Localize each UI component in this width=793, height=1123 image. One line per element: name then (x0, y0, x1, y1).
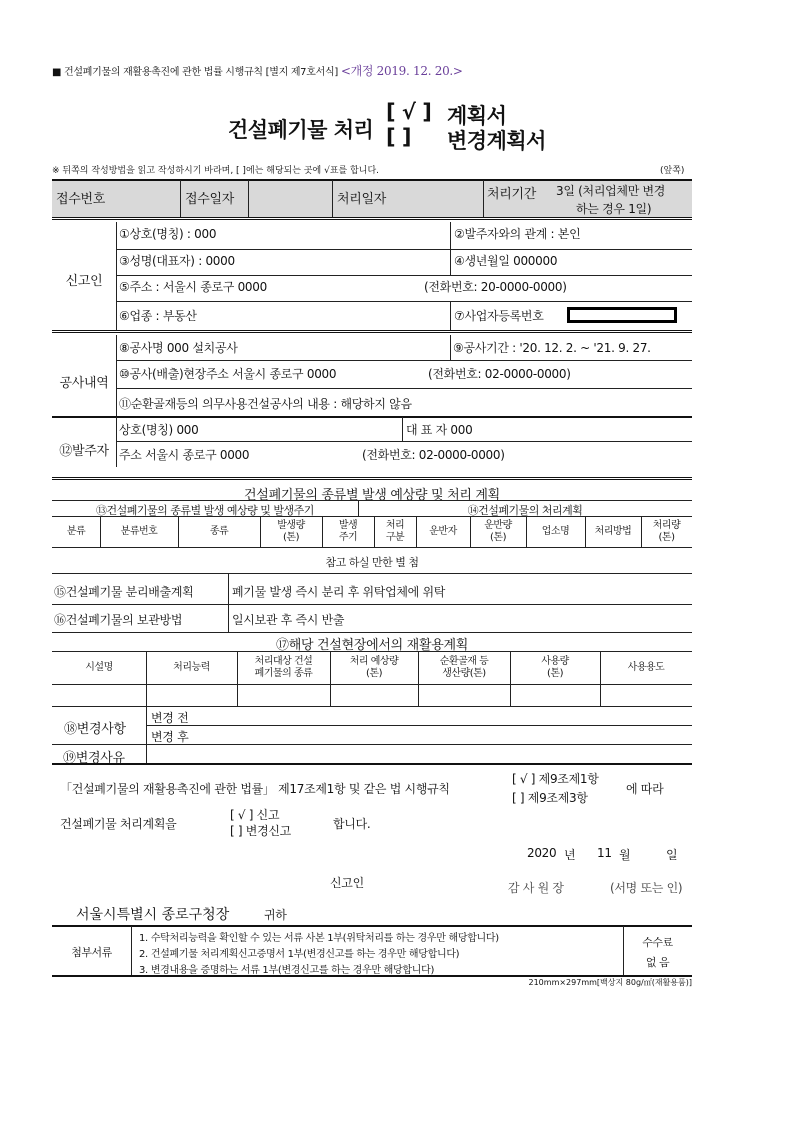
construction-period: ⑨공사기간 : '20. 12. 2. ~ '21. 9. 27. (453, 341, 651, 355)
storage-label: ⑯건설폐기물의 보관방법 (54, 613, 183, 627)
applicant-address: ⑤주소 : 서울시 종로구 0000 (119, 280, 267, 294)
process-date-label: 처리일자 (337, 192, 387, 207)
receipt-date-label: 접수일자 (185, 192, 235, 207)
change-before-label: 변경 전 (151, 711, 189, 725)
orderer-company: 상호(명칭) 000 (119, 423, 199, 437)
column-header: 운반자 (429, 526, 457, 537)
recipient-name: 서울시특별시 종로구청장 (76, 907, 230, 923)
date-year: 2020 (527, 846, 557, 860)
revision-note: <개정 2019. 12. 20.> (340, 64, 463, 78)
receipt-no-label: 접수번호 (56, 192, 106, 207)
column-header: 분류 (66, 526, 86, 537)
redacted-reg-number (567, 307, 677, 323)
applicant-phone: (전화번호: 20-0000-0000) (424, 280, 567, 294)
construction-site-phone: (전화번호: 02-0000-0000) (428, 367, 571, 381)
separation-label: ⑮건설폐기물 분리배출계획 (54, 585, 194, 599)
signature-placeholder: (서명 또는 인) (610, 881, 683, 895)
process-period-value-2: 하는 경우 1일) (576, 202, 652, 216)
column-header: 분류번호 (120, 526, 158, 537)
recipient-suffix: 귀하 (264, 908, 287, 922)
orderer-address: 주소 서울시 종로구 0000 (119, 448, 250, 462)
attachments-label: 첨부서류 (71, 946, 112, 959)
attachment-item-2: 2. 건설폐기물 처리계획신고증명서 1부(변경신고를 하는 경우만 해당합니다) (139, 949, 460, 960)
column-header: 종류 (209, 526, 229, 537)
form-title: 건설폐기물 처리 (228, 118, 374, 142)
plan-sub14: ⑭건설폐기물의 처리계획 (467, 504, 583, 517)
applicant-name: ③성명(대표자) : 0000 (119, 254, 235, 268)
applicant-relation: ②발주자와의 관계 : 본인 (454, 227, 581, 241)
recycled-aggregate-duty: ⑪순환골재등의 의무사용건설공사의 내용 : 해당하지 않음 (119, 397, 412, 411)
column-header: 처리 구분 (385, 520, 405, 543)
column-header: 발생 주기 (338, 520, 358, 543)
plan-note: 참고 하실 만한 별 첨 (325, 556, 419, 569)
plan-label: 계획서 (447, 104, 507, 128)
plan-sub13: ⑬건설폐기물의 종류별 발생 예상량 및 발생주기 (96, 504, 314, 517)
column-header: 업소명 (541, 526, 570, 537)
article-9-1-option[interactable]: [ √ ] 제9조제1항 (512, 772, 599, 786)
change-after-label: 변경 후 (151, 730, 189, 744)
statement-part3: 건설폐기물 처리계획을 (60, 817, 177, 831)
column-header: 처리량 (톤) (652, 520, 681, 543)
process-period-value-1: 3일 (처리업체만 변경 (556, 184, 666, 198)
column-header: 처리대상 건설 폐기물의 종류 (254, 656, 313, 679)
process-period-label: 처리기간 (487, 187, 537, 202)
attachment-item-1: 1. 수탁처리능력을 확인할 수 있는 서류 사본 1부(위탁처리를 하는 경우만 해당합니다) (139, 933, 499, 944)
orderer-phone: (전화번호: 02-0000-0000) (362, 448, 505, 462)
report-option[interactable]: [ √ ] 신고 (230, 808, 280, 822)
date-day-unit: 일 (666, 848, 678, 862)
applicant-company: ①상호(명칭) : 000 (119, 227, 217, 241)
column-header: 처리 예상량 (톤) (349, 656, 399, 679)
changes-label: ⑱변경사항 (64, 722, 126, 737)
fee-label: 수수료 (642, 936, 673, 949)
article-9-3-option[interactable]: [ ] 제9조제3항 (512, 791, 588, 805)
applicant-business: ⑥업종 : 부동산 (119, 309, 197, 323)
construction-section-label: 공사내역 (59, 376, 109, 391)
recycle-title: ⑰해당 건설현장에서의 재활용계획 (276, 638, 468, 653)
column-header: 사용용도 (627, 662, 665, 673)
orderer-section-label: ⑫발주자 (59, 444, 109, 459)
column-header: 발생량 (톤) (277, 520, 305, 543)
change-plan-checkbox[interactable]: [ ] (386, 125, 412, 149)
storage-value: 일시보관 후 즉시 반출 (232, 613, 345, 627)
signature-label: 신고인 (330, 876, 364, 890)
signer-name: 감 사 원 장 (508, 881, 564, 895)
column-header: 시설명 (85, 662, 113, 673)
applicant-section-label: 신고인 (65, 274, 103, 289)
column-header: 처리방법 (594, 526, 632, 537)
statement-part1: 「건설폐기물의 재활용촉진에 관한 법률」 제17조제1항 및 같은 법 시행규칙 (60, 782, 450, 796)
column-header: 사용량 (톤) (541, 656, 569, 679)
construction-site: ⑩공사(배출)현장주소 서울시 종로구 0000 (119, 367, 337, 381)
instruction-note: ※ 뒤쪽의 작성방법을 읽고 작성하시기 바라며, [ ]에는 해당되는 곳에 √표를 합니다. (52, 166, 380, 176)
change-report-option[interactable]: [ ] 변경신고 (230, 824, 291, 838)
attachment-item-3: 3. 변경내용을 증명하는 서류 1부(변경신고를 하는 경우만 해당합니다) (139, 965, 435, 976)
column-header: 순환골재 등 생산량(톤) (439, 656, 489, 679)
law-reference: ■ 건설폐기물의 재활용촉진에 관한 법률 시행규칙 [별지 제7호서식] <개정 2019. 12. 20.> (52, 64, 463, 78)
orderer-representative: 대 표 자 000 (406, 423, 473, 437)
date-year-unit: 년 (564, 848, 576, 862)
business-reg-label: ⑦사업자등록번호 (454, 309, 544, 323)
statement-part2: 에 따라 (626, 782, 664, 796)
column-header: 처리능력 (173, 662, 210, 673)
date-month: 11 (597, 846, 612, 860)
fee-value: 없 음 (645, 956, 670, 969)
paper-spec: 210mm×297mm[백상지 80g/㎡(재활용품)] (528, 978, 692, 987)
page-side: (앞쪽) (660, 166, 685, 176)
change-reason-label: ⑲변경사유 (63, 751, 125, 766)
date-month-unit: 월 (619, 848, 631, 862)
plan-checkbox[interactable]: [ √ ] (386, 100, 432, 124)
applicant-birth: ④생년월일 000000 (454, 254, 558, 268)
plan-title: 건설폐기물의 종류별 발생 예상량 및 처리 계획 (244, 488, 500, 503)
change-plan-label: 변경계획서 (447, 129, 546, 153)
construction-name: ⑧공사명 000 설치공사 (119, 341, 238, 355)
separation-value: 폐기물 발생 즉시 분리 후 위탁업체에 위탁 (232, 585, 446, 599)
column-header: 운반량 (톤) (484, 520, 512, 543)
statement-part4: 합니다. (333, 817, 371, 831)
